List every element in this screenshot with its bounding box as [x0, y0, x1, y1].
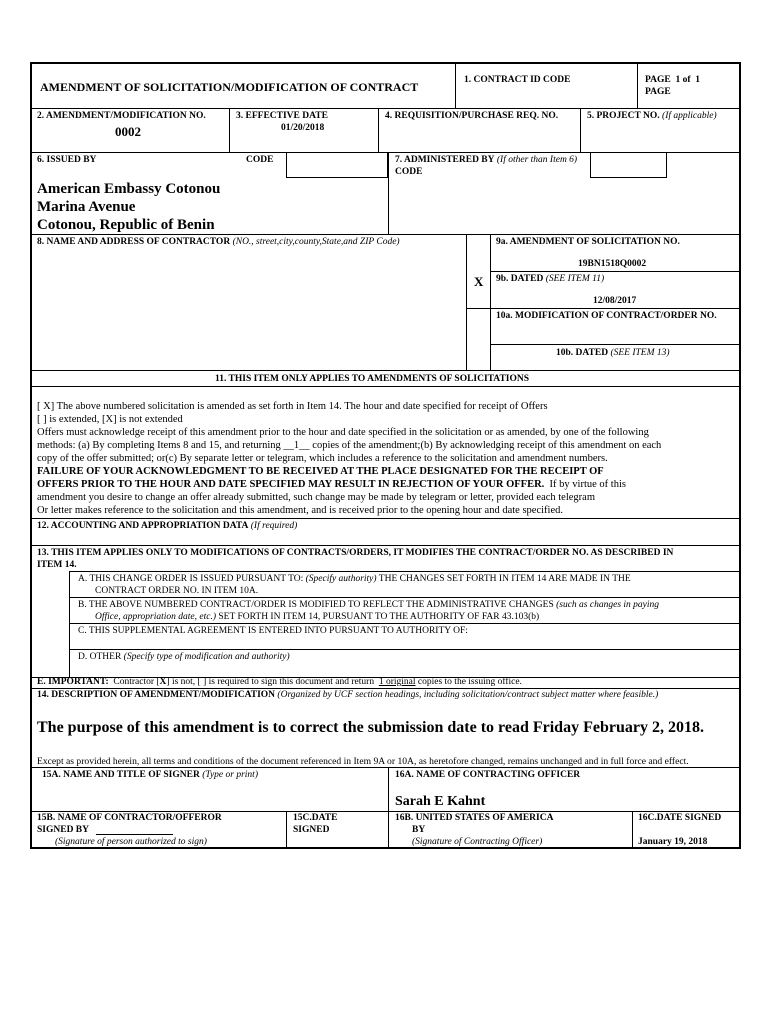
box9a-label: 9a. AMENDMENT OF SOLICITATION NO. — [496, 237, 680, 247]
box10a-label: 10a. MODIFICATION OF CONTRACT/ORDER NO. — [496, 311, 717, 321]
administered-by-code-field — [590, 152, 667, 178]
box15c-label: 15C.DATE — [293, 813, 338, 823]
box6-code-label: CODE — [246, 155, 274, 165]
effective-date: 01/20/2018 — [281, 123, 325, 133]
page-count: PAGE 1 of 1 — [645, 75, 700, 85]
item11-line-4: methods: (a) By completing Items 8 and 15, and returning __1__ copies of the amendment;(b) By acknowledging receipt of this amendment on each — [37, 440, 662, 451]
page-label-2: PAGE — [645, 87, 671, 97]
box16a-label: 16A. NAME OF CONTRACTING OFFICER — [395, 770, 581, 780]
amendment-purpose: The purpose of this amendment is to correct the submission date to read Friday February 2, 2018. — [37, 719, 704, 736]
item11-title: 11. THIS ITEM ONLY APPLIES TO AMENDMENTS OF SOLICITATIONS — [215, 374, 530, 384]
box3-label: 3. EFFECTIVE DATE — [236, 111, 328, 121]
item13c: C. THIS SUPPLEMENTAL AGREEMENT IS ENTERED INTO PURSUANT TO AUTHORITY OF: — [78, 626, 468, 636]
box4-label: 4. REQUISITION/PURCHASE REQ. NO. — [385, 111, 559, 121]
form-title: AMENDMENT OF SOLICITATION/MODIFICATION OF CONTRACT — [40, 80, 419, 94]
item13d: D. OTHER (Specify type of modification and authority) — [78, 652, 290, 662]
box9b-label: 9b. DATED (SEE ITEM 11) — [496, 274, 605, 284]
date-signed: January 19, 2018 — [638, 837, 708, 847]
box15a-label: 15A. NAME AND TITLE OF SIGNER (Type or print) — [42, 770, 258, 780]
item12-label: 12. ACCOUNTING AND APPROPRIATION DATA (If required) — [37, 521, 298, 531]
box15b-signed-by: SIGNED BY — [37, 825, 89, 835]
box2-label: 2. AMENDMENT/MODIFICATION NO. — [37, 111, 206, 121]
item11-line-5: copy of the offer submitted; or(c) By separate letter or telegram, which includes a reference to the solicitation and amendment numbers. — [37, 453, 608, 464]
item13a-line-2: CONTRACT ORDER NO. IN ITEM 10A. — [95, 586, 259, 596]
item11-line-1: [ X] The above numbered solicitation is amended as set forth in Item 14. The hour and date specified for receipt of Offers — [37, 401, 548, 412]
checkbox-9-mark: X — [474, 274, 484, 289]
item13b-line-2: Office, appropriation date, etc.) SET FORTH IN ITEM 14, PURSUANT TO THE AUTHORITY OF FAR 43.103(b) — [95, 612, 540, 622]
box8-label: 8. NAME AND ADDRESS OF CONTRACTOR (NO., street,city,county,State,and ZIP Code) — [37, 237, 400, 247]
item13-line-1: 13. THIS ITEM APPLIES ONLY TO MODIFICATIONS OF CONTRACTS/ORDERS, IT MODIFIES THE CONTRACT/ORDER NO. AS DESCRIBED IN — [37, 548, 674, 558]
box7-label: 7. ADMINISTERED BY (If other than Item 6) — [395, 155, 578, 165]
issuer-line-1: American Embassy Cotonou — [37, 181, 221, 197]
issuer-line-2: Marina Avenue — [37, 199, 136, 215]
item11-line-7: Or letter makes reference to the solicitation and this amendment, and is received prior to the opening hour and date specified. — [37, 505, 563, 516]
box16b-by: BY — [412, 825, 426, 835]
issued-by-code-field — [286, 152, 388, 178]
box6-label: 6. ISSUED BY — [37, 155, 97, 165]
box15b-hint: (Signature of person authorized to sign) — [55, 837, 207, 847]
item11-warning-2: OFFERS PRIOR TO THE HOUR AND DATE SPECIFIED MAY RESULT IN REJECTION OF YOUR OFFER. If by virtue of this — [37, 479, 626, 490]
item11-line-2: [ ] is extended, [X] is not extended — [37, 414, 183, 425]
box16c-label: 16C.DATE SIGNED — [638, 813, 722, 823]
solicitation-number: 19BN1518Q0002 — [578, 259, 647, 269]
item13-line-2: ITEM 14. — [37, 560, 77, 570]
item14-label: 14. DESCRIPTION OF AMENDMENT/MODIFICATION (Organized by UCF section headings, including solicitation/contract subject matter where feasible.) — [37, 690, 659, 700]
contractor-signature-line — [96, 834, 173, 835]
box16b-hint: (Signature of Contracting Officer) — [412, 837, 543, 847]
item11-line-6: amendment you desire to change an offer already submitted, such change may be made by telegram or letter, provided each telegram — [37, 492, 595, 503]
item-e-important: E. IMPORTANT: Contractor [X] is not, [ ] is required to sign this document and return 1 original copies to the issuing office. — [37, 677, 522, 687]
item11-line-3: Offers must acknowledge receipt of this amendment prior to the hour and date specified in the solicitation or as amended, by one of the following — [37, 427, 649, 438]
item13a-line-1: A. THIS CHANGE ORDER IS ISSUED PURSUANT TO: (Specify authority) THE CHANGES SET FORTH IN ITEM 14 ARE MADE IN THE — [78, 574, 631, 584]
item11-warning-1: FAILURE OF YOUR ACKNOWLEDGMENT TO BE RECEIVED AT THE PLACE DESIGNATED FOR THE RECEIPT OF — [37, 466, 604, 477]
box16b-label: 16B. UNITED STATES OF AMERICA — [395, 813, 554, 823]
solicitation-date: 12/08/2017 — [593, 296, 637, 306]
box1-label: 1. CONTRACT ID CODE — [464, 75, 571, 85]
box10b-label: 10b. DATED (SEE ITEM 13) — [556, 348, 670, 358]
box15b-label: 15B. NAME OF CONTRACTOR/OFFEROR — [37, 813, 222, 823]
item14-except-clause: Except as provided herein, all terms and conditions of the document referenced in Item 9A or 10A, as heretofore changed, remains unchanged and in full force and effect. — [37, 756, 689, 767]
contracting-officer-name: Sarah E Kahnt — [395, 794, 486, 809]
box7-code-label: CODE — [395, 167, 423, 177]
box15c-signed: SIGNED — [293, 825, 330, 835]
item13b-line-1: B. THE ABOVE NUMBERED CONTRACT/ORDER IS MODIFIED TO REFLECT THE ADMINISTRATIVE CHANGES (such as changes in paying — [78, 600, 660, 610]
box5-label: 5. PROJECT NO. (If applicable) — [587, 111, 717, 121]
amendment-number: 0002 — [115, 124, 141, 139]
issuer-line-3: Cotonou, Republic of Benin — [37, 217, 215, 233]
